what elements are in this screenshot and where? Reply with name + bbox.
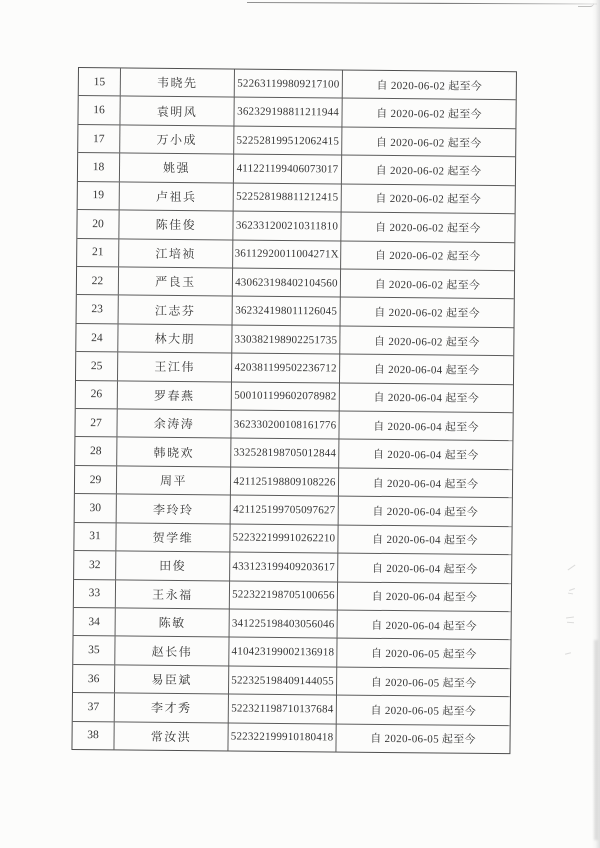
id-number-cell: 332528198705012844 <box>231 439 339 467</box>
person-name-cell: 江培祯 <box>119 239 233 268</box>
row-number-cell: 16 <box>78 96 120 124</box>
row-number-cell: 18 <box>78 153 120 181</box>
person-name-cell: 王永福 <box>116 580 230 609</box>
table-row <box>76 352 513 385</box>
person-name-cell: 陈佳俊 <box>119 211 233 240</box>
row-number-cell: 26 <box>76 381 118 409</box>
row-number-cell: 31 <box>74 523 116 551</box>
row-number-cell: 19 <box>78 182 120 210</box>
person-name-cell: 赵长伟 <box>115 637 229 666</box>
person-name-cell: 李玲玲 <box>117 495 231 524</box>
period-cell: 自 2020-06-02 起至今 <box>374 306 481 320</box>
row-number-cell: 27 <box>75 409 117 437</box>
id-number-cell: 421125198809108226 <box>231 467 339 495</box>
table-row <box>74 608 511 641</box>
id-number-cell: 522325198409144055 <box>229 666 337 694</box>
id-number-cell: 362329198811211944 <box>234 98 342 126</box>
person-name-cell: 余涛涛 <box>117 409 231 438</box>
person-name-cell: 王江伟 <box>118 353 232 382</box>
person-name-cell: 卢祖兵 <box>120 182 234 211</box>
person-name-cell: 袁明风 <box>120 97 234 126</box>
id-number-cell: 362330200108161776 <box>231 411 339 439</box>
table-row <box>78 96 515 129</box>
period-cell: 自 2020-06-05 起至今 <box>370 647 477 661</box>
row-number-cell: 15 <box>79 68 121 96</box>
period-cell: 自 2020-06-05 起至今 <box>370 733 476 747</box>
period-cell: 自 2020-06-02 起至今 <box>373 335 480 349</box>
person-name-cell: 林大朋 <box>118 324 232 353</box>
row-number-cell: 37 <box>73 693 115 721</box>
person-name-cell: 常汝洪 <box>114 722 228 751</box>
period-cell: 自 2020-06-04 起至今 <box>371 619 478 633</box>
table-row <box>74 551 511 584</box>
id-number-cell: 433123199409203617 <box>230 553 338 581</box>
id-number-cell: 411221199406073017 <box>234 155 342 183</box>
period-cell: 自 2020-06-04 起至今 <box>371 562 478 576</box>
period-cell: 自 2020-06-04 起至今 <box>372 534 478 548</box>
table-row <box>74 523 511 556</box>
row-number-cell: 17 <box>78 125 120 153</box>
period-cell: 自 2020-06-02 起至今 <box>375 136 482 150</box>
scan-edge-shadow-lower <box>594 640 598 840</box>
row-number-cell: 22 <box>77 267 119 295</box>
period-cell: 自 2020-06-04 起至今 <box>372 477 479 491</box>
table-row <box>76 381 513 414</box>
person-name-cell: 江志芬 <box>119 296 233 325</box>
row-number-cell: 29 <box>75 466 117 494</box>
row-number-cell: 25 <box>76 352 118 380</box>
person-name-cell: 贺学维 <box>116 523 230 552</box>
period-cell: 自 2020-06-04 起至今 <box>373 392 480 406</box>
person-name-cell: 万小成 <box>120 125 234 154</box>
id-number-cell: 362324198011126045 <box>233 297 341 325</box>
id-number-cell: 420381199502236712 <box>232 354 340 382</box>
person-name-cell: 李才秀 <box>115 694 229 723</box>
table-row <box>75 494 512 527</box>
row-number-cell: 34 <box>74 608 116 636</box>
row-number-cell: 35 <box>73 636 115 664</box>
table-row <box>77 295 514 328</box>
person-name-cell: 周平 <box>117 466 231 495</box>
period-cell: 自 2020-06-04 起至今 <box>372 449 479 463</box>
row-number-cell: 33 <box>74 580 116 608</box>
table-row <box>79 68 516 101</box>
row-number-cell: 23 <box>77 295 119 323</box>
table-row <box>73 636 510 669</box>
table-row <box>73 665 510 698</box>
period-cell: 自 2020-06-02 起至今 <box>375 193 482 207</box>
period-cell: 自 2020-06-02 起至今 <box>376 107 482 122</box>
id-number-cell: 522322199910262210 <box>230 524 338 552</box>
id-number-cell: 341225198403056046 <box>230 609 338 637</box>
scan-scratch-line <box>247 2 597 5</box>
row-number-cell: 24 <box>76 324 118 352</box>
person-name-cell: 韦晓先 <box>121 68 235 97</box>
table-row <box>76 324 513 357</box>
period-cell: 自 2020-06-04 起至今 <box>372 505 479 519</box>
table-row <box>75 466 512 499</box>
person-name-cell: 韩晓欢 <box>117 438 231 467</box>
id-number-cell: 430623198402104560 <box>233 268 341 296</box>
person-name-cell: 姚强 <box>120 154 234 183</box>
period-cell: 自 2020-06-05 起至今 <box>370 704 477 718</box>
id-number-cell: 421125199705097627 <box>231 496 339 524</box>
faint-pencil-marks <box>560 565 580 675</box>
row-number-cell: 28 <box>75 437 117 465</box>
period-cell: 自 2020-06-04 起至今 <box>373 363 480 377</box>
period-cell: 自 2020-06-02 起至今 <box>375 221 481 235</box>
id-number-cell: 362331200210311810 <box>233 212 341 240</box>
id-number-cell: 522528199512062415 <box>234 126 342 154</box>
person-name-cell: 易臣斌 <box>115 665 229 694</box>
row-number-cell: 38 <box>72 722 114 750</box>
table-row <box>78 182 515 215</box>
person-name-cell: 陈敏 <box>116 608 230 637</box>
table-row <box>75 409 512 442</box>
table-row <box>78 153 515 186</box>
period-cell: 自 2020-06-04 起至今 <box>373 420 479 434</box>
row-number-cell: 36 <box>73 665 115 693</box>
id-number-cell: 36112920011004271X <box>233 240 341 268</box>
table-row <box>73 693 510 726</box>
id-number-cell: 410423199002136918 <box>229 638 337 666</box>
record-table-body <box>71 67 517 754</box>
id-number-cell: 522322198705100656 <box>230 581 338 609</box>
table-row <box>75 437 512 470</box>
id-number-cell: 330382198902251735 <box>232 325 340 353</box>
table-row <box>77 267 514 300</box>
table-row <box>72 722 509 754</box>
table-row <box>78 125 515 158</box>
period-cell: 自 2020-06-02 起至今 <box>374 278 481 292</box>
table-row <box>74 580 511 613</box>
id-number-cell: 500101199602078982 <box>232 382 340 410</box>
id-number-cell: 522321198710137684 <box>229 695 337 723</box>
period-cell: 自 2020-06-02 起至今 <box>374 250 481 264</box>
id-number-cell: 522631199809217100 <box>235 70 343 98</box>
period-cell: 自 2020-06-04 起至今 <box>371 591 478 605</box>
period-cell: 自 2020-06-02 起至今 <box>375 164 482 178</box>
id-number-cell: 522322199910180418 <box>228 723 336 751</box>
row-number-cell: 32 <box>74 551 116 579</box>
row-number-cell: 30 <box>75 494 117 522</box>
period-cell: 自 2020-06-02 起至今 <box>376 79 483 93</box>
row-number-cell: 21 <box>77 239 119 267</box>
table-row <box>77 210 514 243</box>
period-cell: 自 2020-06-05 起至今 <box>370 676 477 690</box>
table-row <box>77 239 514 272</box>
person-name-cell: 严良玉 <box>119 267 233 296</box>
id-number-cell: 522528198811212415 <box>234 183 342 211</box>
person-name-cell: 罗春燕 <box>118 381 232 410</box>
person-name-cell: 田俊 <box>116 552 230 581</box>
row-number-cell: 20 <box>77 210 119 238</box>
